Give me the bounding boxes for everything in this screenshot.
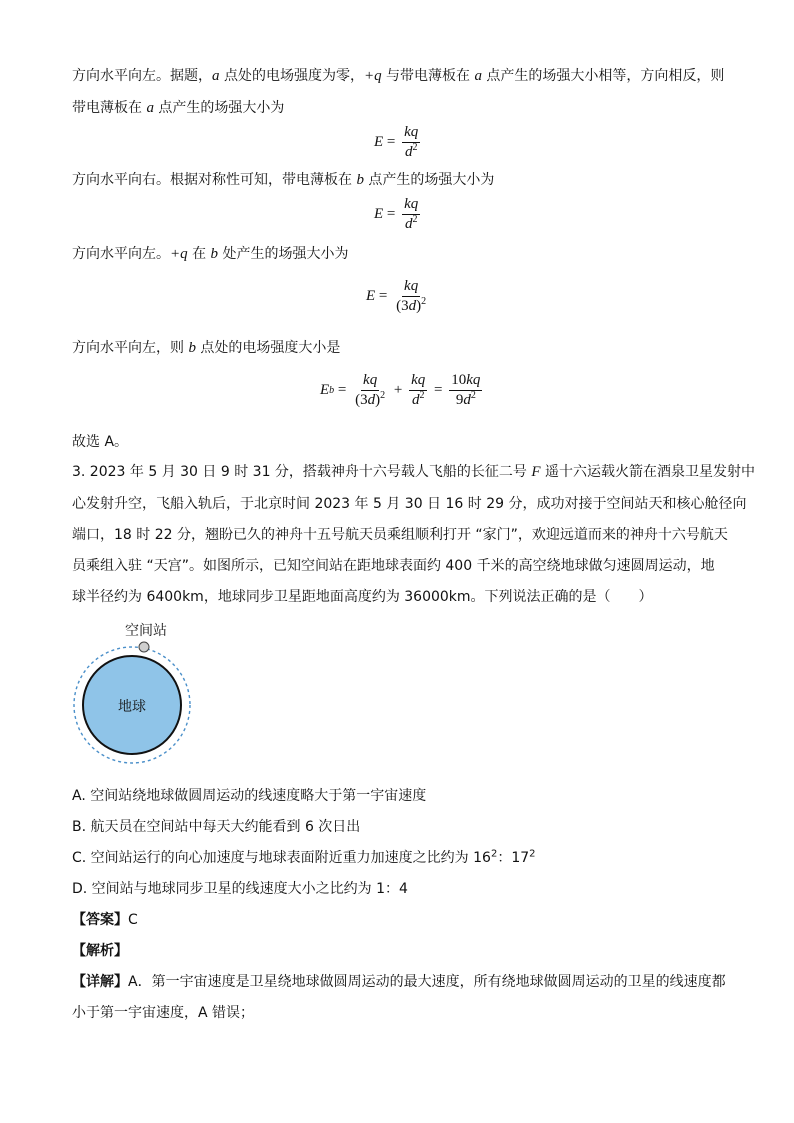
detail-label: 【详解】 bbox=[72, 974, 128, 990]
orbit-diagram-svg bbox=[70, 620, 200, 770]
analysis-heading: 【解析】 bbox=[72, 943, 128, 959]
equation-e-kq-3d2: E = $\frac{kq}{(3d)^2}$ bbox=[366, 278, 427, 314]
text-line-3: 方向水平向右。根据对称性可知，带电薄板在 b 点产生的场强大小为 bbox=[72, 172, 495, 188]
answer-line bbox=[72, 910, 138, 930]
text-line-2: 带电薄板在 a 点产生的场强大小为 bbox=[72, 100, 285, 116]
answer-label: 【答案】 bbox=[72, 912, 128, 928]
detail-line-2: 小于第一宇宙速度，A 错误； bbox=[72, 1005, 255, 1021]
detail-line-1: 【详解】A．第一宇宙速度是卫星绕地球做圆周运动的最大速度，所有绕地球做圆周运动的卫星的线速度都 bbox=[72, 974, 726, 990]
equation-e-kq-d2-b: E = $\frac{kq}{d^2}$ bbox=[374, 196, 419, 232]
option-c: C. 空间站运行的向心加速度与地球表面附近重力加速度之比约为 $16^2$：$17^2$ bbox=[72, 848, 536, 866]
text-line-4: 方向水平向左。+q 在 b 处产生的场强大小为 bbox=[72, 246, 349, 262]
option-b: B. 航天员在空间站中每天大约能看到 6 次日出 bbox=[72, 819, 361, 835]
answer-value: C bbox=[128, 912, 138, 928]
question-3-line-4: 员乘组入驻 “天宫”。如图所示，已知空间站在距地球表面约 400 千米的高空绕地球做匀速圆周运动，地 bbox=[72, 558, 715, 574]
equation-e-kq-d2: E = $\frac{kq}{d^2}$ bbox=[374, 124, 419, 160]
space-station-label: 空间站 bbox=[125, 623, 167, 639]
earth-label: 地球 bbox=[118, 699, 146, 715]
question-3-line-2: 心发射升空，飞船入轨后，于北京时间 2023 年 5 月 30 日 16 时 29 分，成功对接于空间站天和核心舱径向 bbox=[72, 496, 747, 512]
orbit-diagram bbox=[70, 620, 200, 770]
option-a: A. 空间站绕地球做圆周运动的线速度略大于第一宇宙速度 bbox=[72, 788, 427, 804]
question-3-line-5: 球半径约为 6400km，地球同步卫星距地面高度约为 36000km。下列说法正确的是（ ） bbox=[72, 589, 653, 605]
space-station-marker bbox=[139, 642, 149, 652]
text-line-5: 方向水平向左，则 b 点处的电场强度大小是 bbox=[72, 340, 341, 356]
equation-eb-sum: E b = $\frac{kq}{(3d)^2}$ + $\frac{kq}{d^2}$ = $\frac{10kq}{9d^2}$ bbox=[320, 372, 481, 408]
text-line-6: 故选 A。 bbox=[72, 434, 129, 450]
question-3-line-1: 3. 2023 年 5 月 30 日 9 时 31 分，搭载神舟十六号载人飞船的长征二号 F 遥十六运载火箭在酒泉卫星发射中 bbox=[72, 464, 756, 480]
text-line-1: 方向水平向左。据题，a 点处的电场强度为零，+q 与带电薄板在 a 点产生的场强大小相等，方向相反，则 bbox=[72, 68, 725, 84]
question-3-line-3: 端口，18 时 22 分，翘盼已久的神舟十五号航天员乘组顺利打开 “家门”，欢迎远道而来的神舟十六号航天 bbox=[72, 527, 728, 543]
option-d: D. 空间站与地球同步卫星的线速度大小之比约为 1：4 bbox=[72, 881, 408, 897]
